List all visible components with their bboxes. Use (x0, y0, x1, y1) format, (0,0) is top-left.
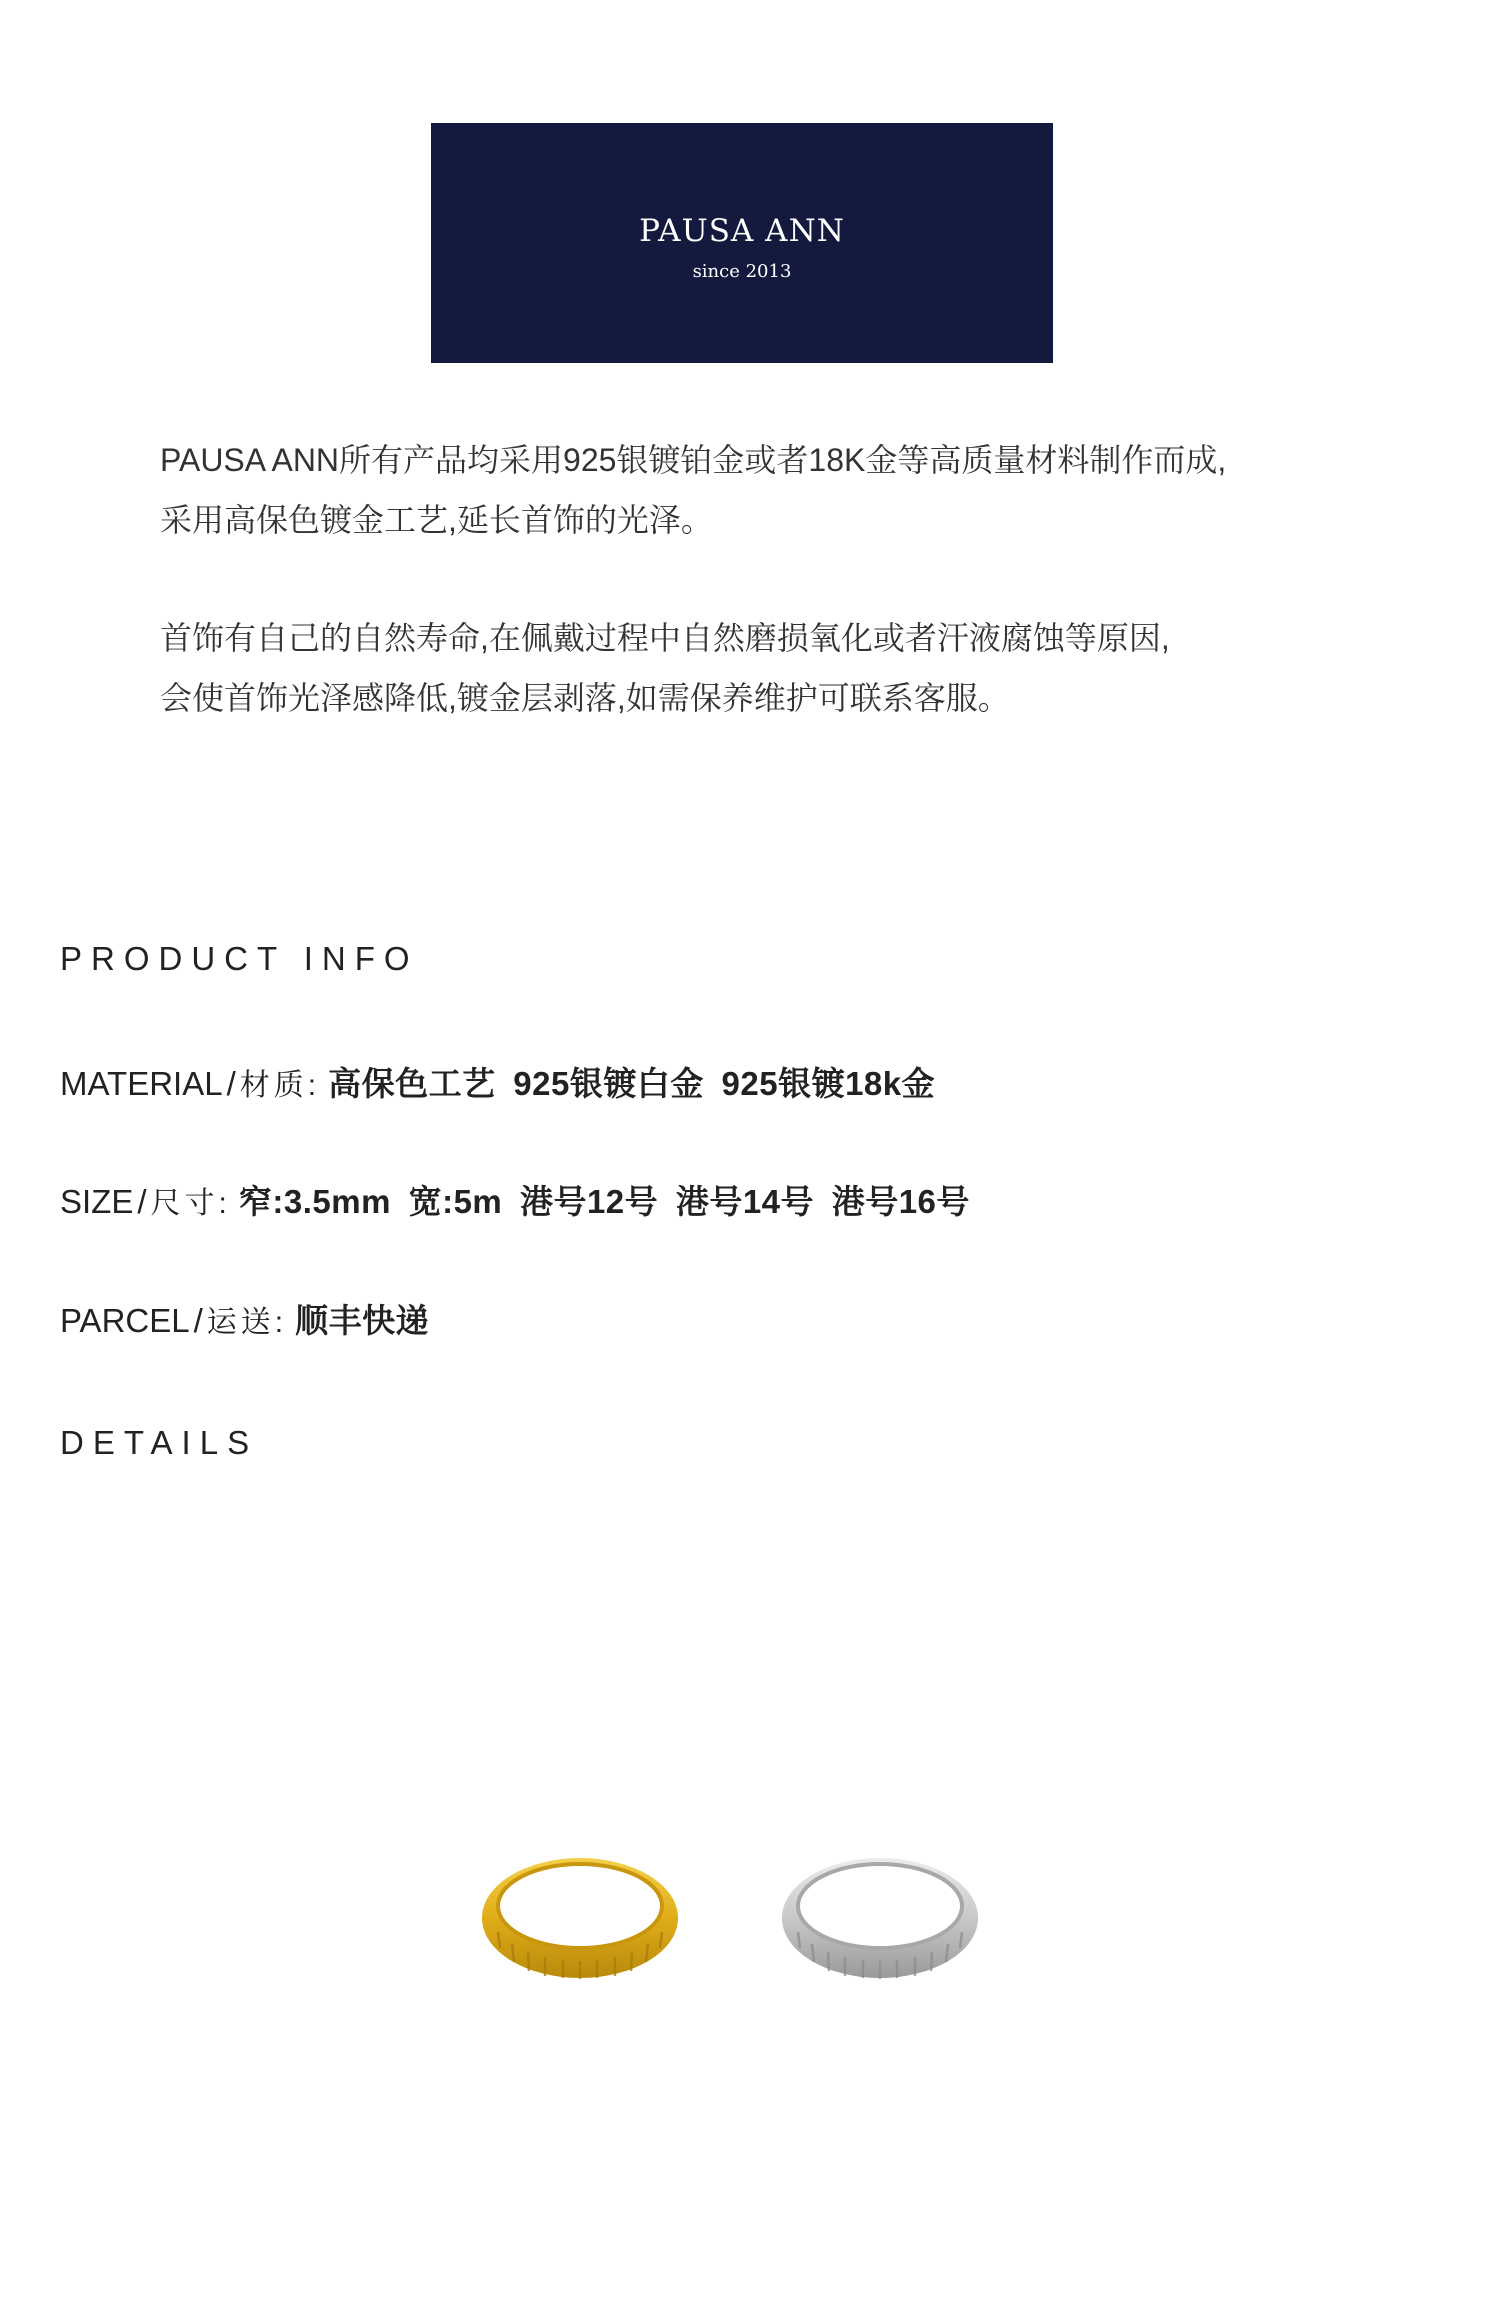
size-label-cn: 尺寸: (150, 1187, 231, 1220)
logo-brand-name: PAUSA ANN (639, 213, 845, 249)
intro-paragraph-1 (160, 430, 1370, 550)
parcel-value: 顺丰快递 (295, 1302, 430, 1339)
material-value: 高保色工艺 925银镀白金 925银镀18k金 (328, 1065, 936, 1102)
product-info-heading: PRODUCT INFO (60, 940, 419, 977)
label-separator: / (193, 1302, 203, 1339)
brand-logo (431, 123, 1053, 363)
intro-line: 会使首饰光泽感降低,镀金层剥落,如需保养维护可联系客服。 (160, 680, 1010, 716)
intro-line: 采用高保色镀金工艺,延长首饰的光泽。 (160, 502, 713, 538)
parcel-label-cn: 运送: (206, 1306, 288, 1339)
intro-paragraph-2 (160, 608, 1370, 728)
parcel-label: PARCEL (60, 1302, 190, 1339)
label-separator: / (226, 1065, 236, 1102)
material-label-cn: 材质: (239, 1069, 321, 1102)
gold-ring (482, 1858, 678, 1979)
size-label: SIZE (60, 1183, 134, 1220)
material-row (60, 1058, 935, 1105)
size-value: 窄:3.5mm 宽:5m 港号12号 港号14号 港号16号 (238, 1183, 970, 1220)
intro-line: PAUSA ANN所有产品均采用925银镀铂金或者18K金等高质量材料制作而成, (160, 442, 1227, 478)
material-label: MATERIAL (60, 1065, 223, 1102)
product-rings-image (480, 1840, 1020, 1990)
label-separator: / (137, 1183, 147, 1220)
parcel-row (60, 1295, 429, 1342)
details-heading: DETAILS (60, 1424, 259, 1461)
silver-ring (782, 1858, 978, 1979)
logo-since: since 2013 (692, 261, 792, 282)
size-row (60, 1176, 970, 1223)
intro-line: 首饰有自己的自然寿命,在佩戴过程中自然磨损氧化或者汗液腐蚀等原因, (160, 620, 1170, 656)
